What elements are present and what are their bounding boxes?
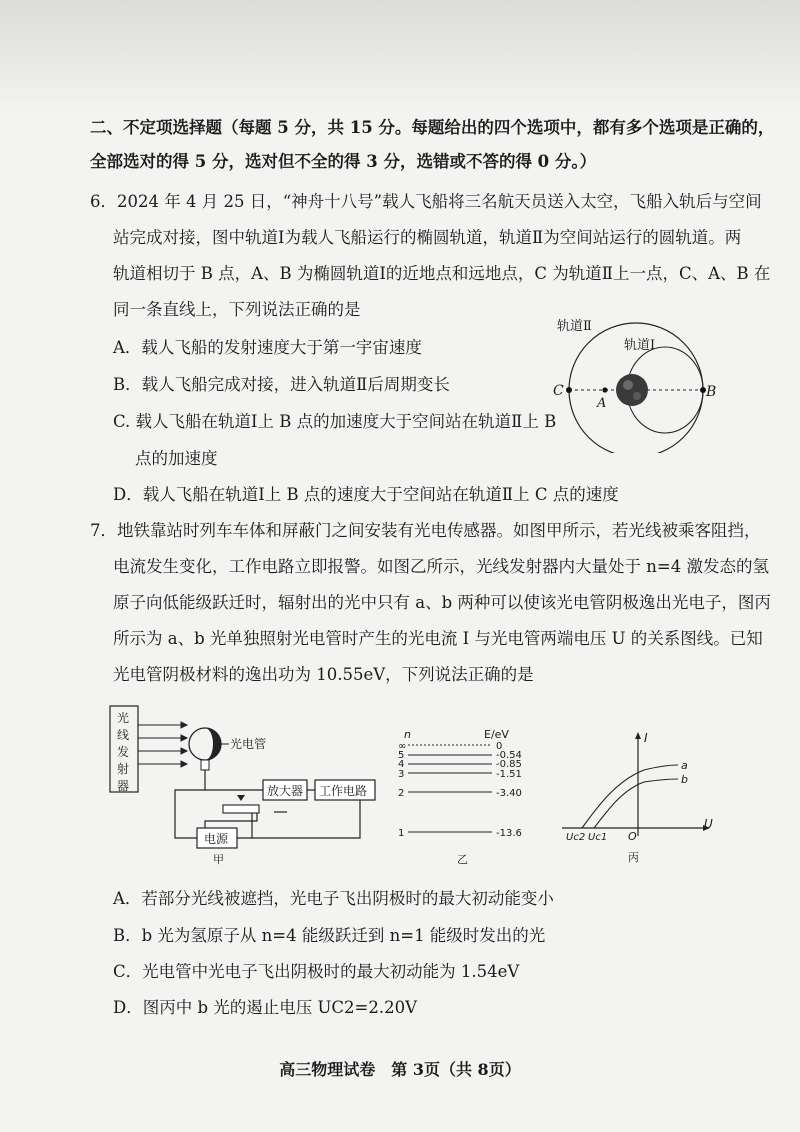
fig-yi-energy-levels: [392, 722, 542, 870]
light-rays: [138, 722, 187, 767]
rheostat-slider: [237, 795, 245, 801]
q6-option-a: A．载人飞船的发射速度大于第一宇宙速度: [113, 338, 422, 357]
q7-option-b: B．b 光为氢原子从 n=4 能级跃迁到 n=1 能级时发出的光: [113, 926, 546, 945]
curve-a: [582, 765, 678, 828]
q6-option-b: B．载人飞船完成对接，进入轨道Ⅱ后周期变长: [113, 375, 450, 394]
q6-stem-line1: 6．2024 年 4 月 25 日，“神舟十八号”载人飞船将三名航天员送入太空，飞船入轨后与空间: [90, 192, 762, 211]
i-axis-arrow: [635, 732, 641, 739]
point-a-label: A: [597, 396, 607, 411]
level-n: 2: [398, 788, 405, 799]
uc1-label: Uc1: [588, 832, 608, 843]
curve-a-label: a: [681, 759, 688, 772]
q7-stem-line3: 原子向低能级跃迁时，辐射出的光中只有 a、b 两种可以使该光电管阴极逸出光电子，图丙: [113, 593, 771, 612]
emitter-char: 光: [117, 711, 130, 725]
level-e: -0.54: [496, 750, 522, 761]
power-label: 电源: [204, 832, 229, 846]
q6-option-d: D．载人飞船在轨道Ⅰ上 B 点的速度大于空间站在轨道Ⅱ上 C 点的速度: [113, 485, 619, 504]
amplifier-label: 放大器: [267, 784, 304, 798]
level-e: -3.40: [496, 788, 522, 799]
uc2-label: Uc2: [566, 832, 586, 843]
earth-continent: [633, 392, 641, 400]
curve-b: [594, 779, 678, 828]
orbit-1-label: 轨道Ⅰ: [624, 338, 656, 353]
emitter-char: 器: [117, 779, 130, 793]
fig-jia-circuit: [105, 700, 395, 870]
tube-base: [201, 760, 209, 770]
origin-label: O: [628, 830, 637, 843]
page-top-shadow: [0, 0, 800, 110]
fig-bing-iu-graph: [560, 728, 730, 870]
q7-stem-line4: 所示为 a、b 光单独照射光电管时产生的光电流 I 与光电管两端电压 U 的关系图线。已知: [113, 629, 763, 648]
q7-option-c: C．光电管中光电子飞出阴极时的最大初动能为 1.54eV: [113, 962, 520, 981]
q6-stem-line4: 同一条直线上，下列说法正确的是: [113, 300, 361, 319]
emitter-char: 线: [117, 728, 130, 742]
level-n: 5: [398, 750, 405, 761]
q7-stem-line1: 7．地铁靠站时列车车体和屏蔽门之间安装有光电传感器。如图甲所示，若光线被乘客阻挡，: [90, 521, 761, 540]
level-n: 1: [398, 828, 405, 839]
photo-tube-cathode: [205, 728, 221, 760]
fig-jia-caption: 甲: [213, 853, 224, 866]
emitter-char: 射: [117, 762, 130, 776]
q7-stem-line5: 光电管阴极材料的逸出功为 10.55eV，下列说法正确的是: [113, 665, 534, 684]
page-footer: 高三物理试卷 第 3页（共 8页）: [279, 1060, 521, 1079]
level-e: -1.51: [496, 769, 522, 780]
level-lines: [408, 745, 492, 832]
photo-tube-label: 光电管: [230, 737, 267, 751]
emitter-char: 发: [117, 745, 130, 759]
q6-orbit-figure: [548, 308, 720, 453]
q7-stem-line2: 电流发生变化，工作电路立即报警。如图乙所示，光线发射器内大量处于 n=4 激发态的氢: [113, 557, 769, 576]
q7-option-d: D．图丙中 b 光的遏止电压 UC2=2.20V: [113, 998, 418, 1017]
curve-b-label: b: [681, 773, 688, 786]
earth-continent: [623, 380, 633, 390]
orbit-2-label: 轨道Ⅱ: [557, 319, 592, 334]
rheostat: [223, 805, 259, 813]
level-e: -0.85: [496, 759, 522, 770]
point-c-label: C: [553, 383, 564, 399]
fig-bing-caption: 丙: [628, 851, 639, 864]
i-axis-label: I: [644, 731, 648, 745]
fig-yi-caption: 乙: [457, 853, 468, 866]
level-e: 0: [496, 741, 503, 752]
q6-option-c-line1: C. 载人飞船在轨道Ⅰ上 B 点的加速度大于空间站在轨道Ⅱ上 B: [113, 412, 557, 431]
u-axis-label: U: [704, 817, 713, 831]
section-heading-line1: 二、不定项选择题（每题 5 分，共 15 分。每题给出的四个选项中，都有多个选项是正确的，: [90, 118, 775, 137]
q6-option-c-line2: 点的加速度: [135, 449, 218, 468]
q7-option-a: A．若部分光线被遮挡，光电子飞出阴极时的最大初动能变小: [113, 889, 554, 908]
level-n: ∞: [398, 741, 407, 752]
level-n: 4: [398, 759, 405, 770]
level-n: 3: [398, 769, 405, 780]
n-header: n: [404, 728, 411, 741]
q6-stem-line2: 站完成对接，图中轨道Ⅰ为载人飞船运行的椭圆轨道，轨道Ⅱ为空间站运行的圆轨道。两: [113, 228, 742, 247]
q6-stem-line3: 轨道相切于 B 点，A、B 为椭圆轨道Ⅰ的近地点和远地点，C 为轨道Ⅱ上一点，C、A、B 在: [113, 264, 771, 283]
work-circuit-label: 工作电路: [319, 784, 368, 798]
point-b-label: B: [706, 384, 717, 400]
section-heading-line2: 全部选对的得 5 分，选对但不全的得 3 分，选错或不答的得 0 分。）: [90, 152, 597, 171]
earth-icon: [616, 374, 648, 406]
e-header: E/eV: [484, 728, 509, 741]
point-c-dot: [566, 387, 572, 393]
level-e: -13.6: [496, 828, 522, 839]
point-a-dot: [602, 387, 607, 392]
